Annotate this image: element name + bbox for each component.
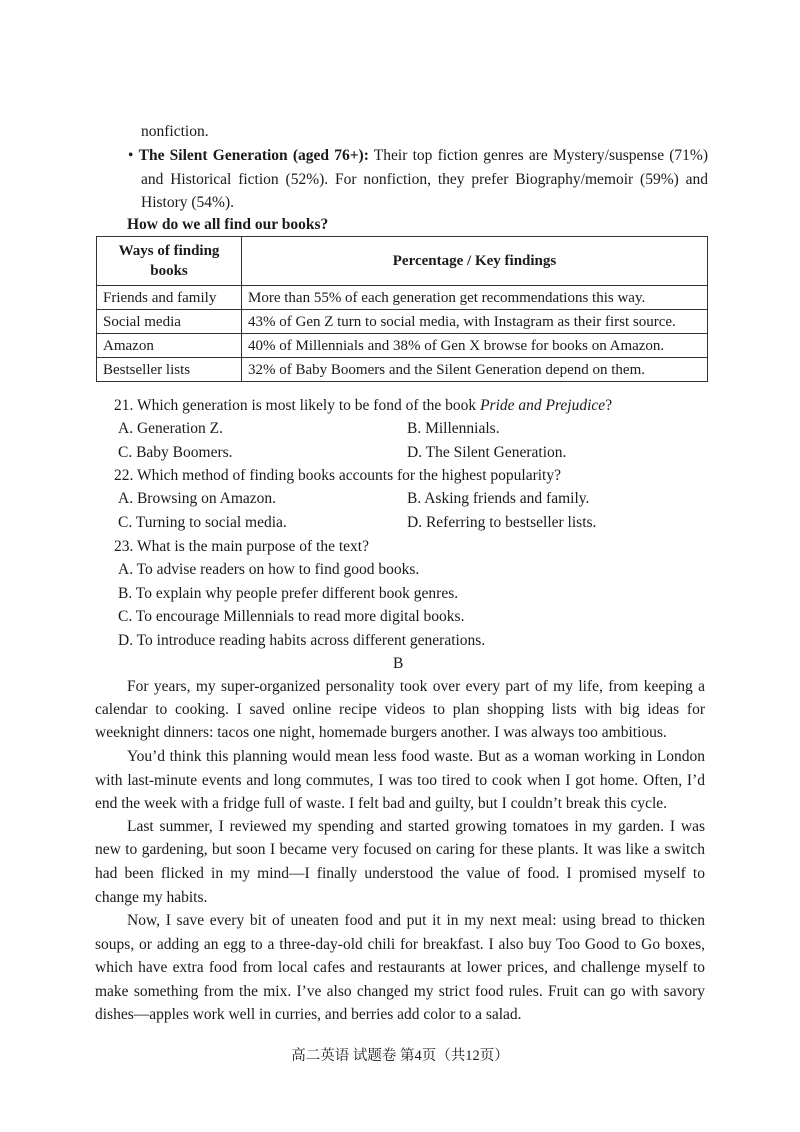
silent-gen-line3: History (54%).: [141, 194, 234, 211]
paragraph-line: with last-minute events and long commutes, I was too tired to cook when I got home. Often, I’d: [95, 772, 705, 789]
silent-gen-label: The Silent Generation (aged 76+):: [138, 147, 369, 164]
passage-heading: B: [393, 655, 404, 672]
way-cell: Friends and family: [97, 286, 242, 310]
book-title: Pride and Prejudice: [480, 397, 606, 414]
q22-stem: 22. Which method of finding books accounts for the highest popularity?: [114, 467, 561, 484]
table-row: [97, 286, 708, 310]
paragraph-line: weeknight dinners: tacos one night, homemade burgers another. I was always too ambitious.: [95, 724, 667, 741]
paragraph-line: make something from the mix. I’ve also changed my strict food rules. Fruit can go with savory: [95, 983, 705, 1000]
paragraph-line: had been flicked in my mind—I finally understood the value of food. I promised myself to: [95, 865, 705, 882]
header-ways: Ways of finding books: [97, 237, 242, 286]
finding-cell: More than 55% of each generation get recommendations this way.: [242, 286, 708, 310]
q22-option-a: A. Browsing on Amazon.: [118, 490, 277, 507]
way-cell: Bestseller lists: [97, 358, 242, 382]
paragraph-line: Last summer, I reviewed my spending and started growing tomatoes in my garden. I was: [127, 818, 705, 835]
q21-option-a: A. Generation Z.: [118, 420, 224, 437]
paragraph-line: soups, or adding an egg to a three-day-old chili for breakfast. I also buy Too Good to Go boxes,: [95, 936, 705, 953]
silent-gen-line2: and Historical fiction (52%). For nonfiction, they prefer Biography/memoir (59%) and: [141, 171, 708, 188]
q23-option-a: A. To advise readers on how to find good books.: [118, 561, 420, 578]
paragraph-line: end the week with a fridge full of waste. I felt bad and guilty, but I couldn’t break this cycle.: [95, 795, 668, 812]
bullet: •: [128, 147, 134, 164]
q21-option-d: D. The Silent Generation.: [407, 444, 567, 461]
table-title: How do we all find our books?: [127, 216, 329, 233]
q21-option-c: C. Baby Boomers.: [118, 444, 233, 461]
paragraph-line: Now, I save every bit of uneaten food and put it in my next meal: using bread to thicken: [127, 912, 705, 929]
table-header-row: [97, 237, 708, 286]
finding-cell: 43% of Gen Z turn to social media, with Instagram as their first source.: [242, 310, 708, 334]
paragraph-line: which have extra food from local cafes and restaurants at lower prices, and challenge myself to: [95, 959, 705, 976]
q23-option-b: B. To explain why people prefer different book genres.: [118, 585, 459, 602]
q22-option-d: D. Referring to bestseller lists.: [407, 514, 597, 531]
q22-option-c: C. Turning to social media.: [118, 514, 287, 531]
table-row: [97, 310, 708, 334]
finding-cell: 40% of Millennials and 38% of Gen X browse for books on Amazon.: [242, 334, 708, 358]
page-footer: 高二英语 试题卷 第4页（共12页）: [291, 1048, 509, 1064]
silent-gen-line1: [128, 146, 708, 166]
table-row: [97, 358, 708, 382]
q21-stem: 21. Which generation is most likely to be fond of the book Pride and Prejudice?: [114, 397, 613, 414]
q23-stem: 23. What is the main purpose of the text?: [114, 538, 369, 555]
way-cell: Amazon: [97, 334, 242, 358]
silent-gen-line1-rest: Their top fiction genres are Mystery/suspense (71%): [368, 147, 709, 164]
header-findings: Percentage / Key findings: [242, 237, 708, 286]
paragraph-line: dishes—apples work well in curries, and berries add color to a salad.: [95, 1006, 522, 1023]
paragraph-line: You’d think this planning would mean less food waste. But as a woman working in London: [127, 748, 705, 765]
paragraph-line: For years, my super-organized personality took over every part of my life, from keeping a: [127, 678, 705, 695]
paragraph-line: change my habits.: [95, 889, 208, 906]
q23-option-c: C. To encourage Millennials to read more digital books.: [118, 608, 465, 625]
paragraph-line: calendar to cooking. I saved online recipe videos to plan shopping lists with big ideas for: [95, 701, 705, 718]
finding-cell: 32% of Baby Boomers and the Silent Generation depend on them.: [242, 358, 708, 382]
paragraph-line: new to gardening, but soon I became very focused on caring for these plants. It was like a switch: [95, 841, 705, 858]
q22-option-b: B. Asking friends and family.: [407, 490, 590, 507]
q21-option-b: B. Millennials.: [407, 420, 500, 437]
way-cell: Social media: [97, 310, 242, 334]
table-row: [97, 334, 708, 358]
findings-table: [96, 236, 708, 382]
q23-option-d: D. To introduce reading habits across different generations.: [118, 632, 486, 649]
carryover-text: nonfiction.: [141, 123, 209, 140]
